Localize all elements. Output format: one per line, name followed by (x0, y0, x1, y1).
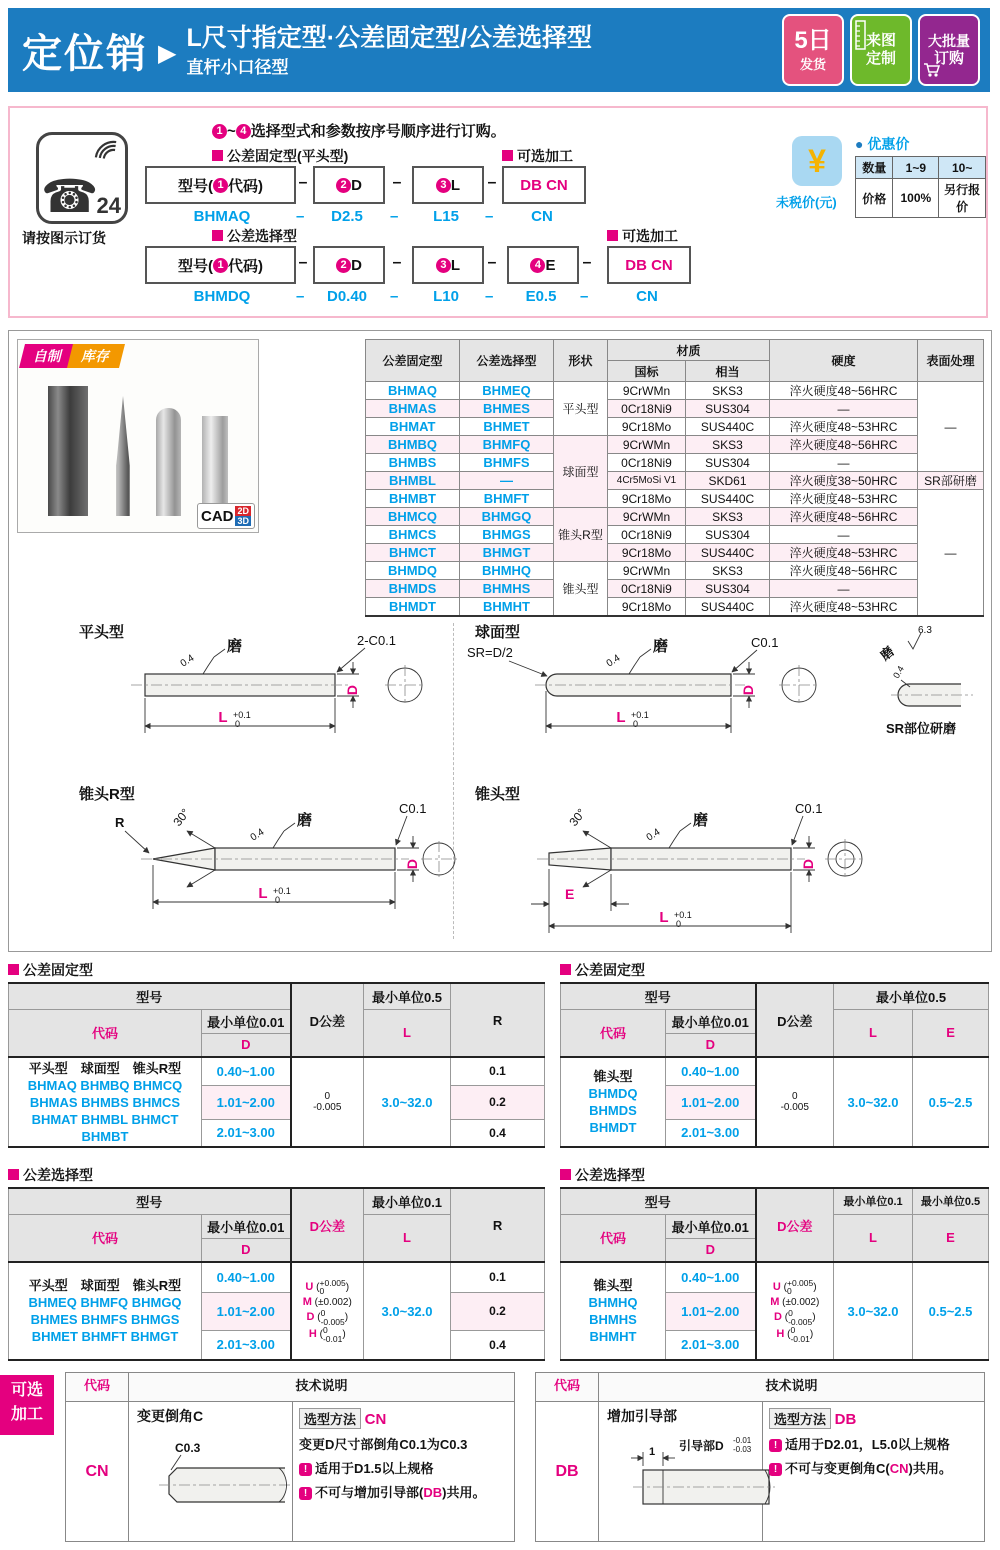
svg-text:E: E (565, 886, 575, 902)
model-code-box: 型号( 1 代码) (145, 246, 296, 284)
dash-separator: – (390, 288, 399, 305)
fixed-spec-title-left: 公差固定型 (8, 960, 93, 980)
title-block (186, 23, 592, 78)
warning-icon: ! (769, 1439, 782, 1452)
section-marker-icon (560, 1169, 571, 1180)
section-marker-icon (502, 150, 513, 161)
dtol-header: D公差 (291, 1188, 364, 1262)
code-header: 代码 (9, 1214, 202, 1262)
ruler-icon (854, 20, 868, 50)
page-header (8, 8, 990, 92)
model-header: 型号 (561, 1188, 756, 1214)
dash-separator: – (485, 208, 494, 225)
svg-text:+0.1: +0.1 (674, 910, 692, 920)
code-header: 代码 (536, 1373, 599, 1402)
svg-text:锥头型: 锥头型 (475, 786, 521, 803)
product-title: 定位销 (22, 31, 148, 76)
col-equivalent: 相当 (686, 361, 770, 382)
example-l-value: L10 (433, 288, 459, 305)
svg-text:C0.1: C0.1 (399, 801, 427, 816)
shape-taper-r: 锥头R型 (554, 508, 608, 562)
circle-2-icon: 2 (336, 178, 351, 193)
d-tolerance: 0 -0.005 (756, 1057, 834, 1147)
select-spec-table-left: 型号 D公差 最小单位0.1 R 代码 最小单位0.01 L D 平头型 球面型 锥头R型 BHMEQ BHMFQ BHMGQ BHMES BHMFS BHMGS BHMET BHMFT BHMGT 0.40~1.00 U (+0.005 0 ) M (±0.002) D (0 -0.005) H (0 -0.01) 3.0~32.0 0.1 1.01~2.00 0.2 2.01~3.00 0.4 (8, 1187, 545, 1361)
warning-icon: ! (299, 1487, 312, 1500)
badge-5day-shipping: 5日 发货 (782, 14, 844, 86)
svg-text:L: L (616, 709, 626, 726)
circle-3-icon: 3 (436, 178, 451, 193)
surface-dash: — (918, 382, 984, 472)
db-code: DB (536, 1402, 599, 1542)
pin-photo-flat (202, 416, 228, 516)
example-opt-value: CN (636, 288, 658, 305)
table-row: BHMCQ BHMGQ 锥头R型 9CrWMn SKS3 淬火硬度48~56HRC (366, 508, 984, 526)
circle-2-icon: 2 (336, 258, 351, 273)
model-codes: 锥头型 BHMDQ BHMDS BHMDT (561, 1057, 666, 1147)
self-made-badge: 自制 (19, 344, 77, 368)
desc-header: 技术说明 (129, 1373, 515, 1402)
svg-text:0.4: 0.4 (891, 664, 906, 680)
svg-text:D: D (404, 858, 420, 870)
cart-icon (923, 62, 941, 78)
dash-separator: – (580, 288, 589, 305)
shape-flat: 平头型 (554, 382, 608, 436)
surface-dash: — (918, 490, 984, 617)
svg-text:C0.1: C0.1 (795, 801, 823, 816)
badge-custom-drawing: 来图 定制 (850, 14, 912, 86)
page-subtitle: 直杆小口径型 (186, 57, 289, 77)
select-type-label: 公差选择型 (212, 226, 297, 246)
badge-bulk-order: 大批量 订购 (918, 14, 980, 86)
circle-1-icon: 1 (212, 124, 227, 139)
svg-text:SR=D/2: SR=D/2 (467, 645, 513, 660)
svg-text:C0.1: C0.1 (751, 635, 779, 650)
d-param-box: 2 D (313, 166, 385, 204)
dash-separator: – (487, 254, 497, 271)
ordering-panel (8, 106, 988, 318)
table-row: BHMAT BHMET 9Cr18Mo SUS440C 淬火硬度48~53HRC (366, 418, 984, 436)
dash-separator: – (296, 288, 305, 305)
fixed-spec-table-right: 型号 D公差 最小单位0.5 代码 最小单位0.01 L E D 锥头型 BHMDQ BHMDS BHMDT 0.40~1.00 0 -0.005 3.0~32.0 0.5~2.5 1.01~2.00 2.01~3.00 (560, 982, 989, 1148)
model-header: 型号 (561, 983, 756, 1009)
dash-separator: – (392, 174, 402, 191)
table-row: BHMBS BHMFS 0Cr18Ni9 SUS304 — (366, 454, 984, 472)
optional-code-box: DB CN (502, 166, 586, 204)
selection-method-label: 选型方法 (299, 1408, 361, 1429)
price-1: 100% (893, 179, 939, 218)
diagram-taper-r-head (65, 781, 465, 949)
svg-text:SR部位研磨: SR部位研磨 (886, 721, 957, 736)
col-material: 材质 (608, 340, 770, 361)
optional-machining-badge: 可选 加工 (0, 1375, 54, 1435)
dash-separator: – (296, 208, 305, 225)
model-codes: 平头型 球面型 锥头R型 BHMAQ BHMBQ BHMCQ BHMAS BHMBS BHMCS BHMAT BHMBL BHMCT BHMBT (9, 1057, 202, 1147)
surface-sr: SR部研磨 (918, 472, 984, 490)
svg-text:30°: 30° (170, 805, 193, 829)
optional-machining-label-1: 可选加工 (502, 146, 573, 166)
code-header: 代码 (561, 1214, 666, 1262)
svg-text:2-C0.1: 2-C0.1 (357, 633, 397, 648)
cn-diagram-cell (129, 1402, 293, 1542)
table-row: BHMBL — 4Cr5MoSi V1 SKD61 淬火硬度38~50HRC SR部研磨 (366, 472, 984, 490)
db-diagram (605, 1430, 777, 1530)
phone-24h-icon (36, 132, 128, 224)
select-spec-title-right: 公差选择型 (560, 1165, 645, 1185)
signal-waves-icon (93, 137, 123, 163)
min-unit-header: 最小单位0.01 (202, 1009, 291, 1033)
svg-text:平头型: 平头型 (79, 624, 125, 641)
min-unit-header: 最小单位0.1 (364, 1188, 451, 1214)
model-code-box: 型号( 1 代码) (145, 166, 296, 204)
dash-separator: – (485, 288, 494, 305)
svg-text:磨: 磨 (877, 643, 897, 664)
dtol-header: D公差 (756, 1188, 834, 1262)
l-param-box: 3 L (412, 166, 484, 204)
example-d-value: D2.5 (331, 208, 363, 225)
table-row: BHMDQ BHMHQ 锥头型 9CrWMn SKS3 淬火硬度48~56HRC (366, 562, 984, 580)
main-section (8, 330, 992, 952)
d-header: D (666, 1238, 756, 1262)
table-row: BHMDT BHMHT 9Cr18Mo SUS440C 淬火硬度48~53HRC (366, 598, 984, 617)
desc-header: 技术说明 (599, 1373, 985, 1402)
d-header: D (202, 1238, 291, 1262)
fixed-type-label: 公差固定型(平头型) (212, 146, 348, 166)
dot-icon: ● (855, 136, 864, 152)
e-header: E (913, 1009, 989, 1057)
cn-title: 变更倒角C (137, 1408, 204, 1424)
price-caption: 未税价(元) (776, 195, 837, 210)
section-marker-icon (212, 230, 223, 241)
circle-4-icon: 4 (236, 124, 251, 139)
col-fixed-type: 公差固定型 (366, 340, 460, 382)
section-marker-icon (212, 150, 223, 161)
d-tolerance: 0 -0.005 (291, 1057, 364, 1147)
in-stock-badge: 库存 (67, 344, 125, 368)
db-title: 增加引导部 (607, 1408, 677, 1424)
svg-text:锥头R型: 锥头R型 (79, 786, 135, 803)
svg-text:1: 1 (649, 1446, 656, 1458)
table-row: BHMDS BHMHS 0Cr18Ni9 SUS304 — (366, 580, 984, 598)
product-photo (17, 339, 259, 533)
section-marker-icon (607, 230, 618, 241)
svg-text:引导部D: 引导部D (679, 1439, 724, 1453)
diagram-taper-head (461, 781, 891, 949)
svg-text:0.4: 0.4 (604, 652, 623, 670)
photo-badges (22, 344, 122, 368)
min-unit-header: 最小单位0.5 (834, 983, 989, 1009)
diagram-flat-head (65, 619, 465, 769)
selection-method-label: 选型方法 (769, 1408, 831, 1429)
r-header: R (451, 1188, 545, 1262)
arrow-icon: ▶ (158, 39, 177, 67)
optional-db-table (535, 1372, 985, 1542)
example-l-value: L15 (433, 208, 459, 225)
r-header: R (451, 983, 545, 1057)
svg-text:L: L (258, 885, 268, 902)
pin-photo-cone (110, 396, 136, 516)
qty-range-2: 10~ (939, 157, 986, 179)
model-codes: 平头型 球面型 锥头R型 BHMEQ BHMFQ BHMGQ BHMES BHMFS BHMGS BHMET BHMFT BHMGT (9, 1262, 202, 1360)
dash-separator: – (298, 174, 308, 191)
l-range: 3.0~32.0 (364, 1262, 451, 1360)
db-diagram-cell (599, 1402, 763, 1542)
svg-text:R: R (115, 815, 125, 830)
e-param-box: 4 E (507, 246, 579, 284)
l-header: L (834, 1009, 913, 1057)
model-header: 型号 (9, 1188, 291, 1214)
svg-text:0: 0 (275, 895, 281, 905)
select-spec-table-right: 型号 D公差 最小单位0.1 最小单位0.5 代码 最小单位0.01 L E D 锥头型 BHMHQ BHMHS BHMHT 0.40~1.00 U (+0.005 0 ) M (±0.002) D (0 -0.005) H (0 -0.01) 3.0~32.0 0.5~2.5 1.01~2.00 2.01~3.00 (560, 1187, 989, 1361)
svg-text:磨: 磨 (693, 812, 709, 829)
circle-1-icon: 1 (213, 178, 228, 193)
d-header: D (202, 1033, 291, 1057)
col-shape: 形状 (554, 340, 608, 382)
table-row: BHMBT BHMFT 9Cr18Mo SUS440C 淬火硬度48~53HRC — (366, 490, 984, 508)
e-range: 0.5~2.5 (913, 1057, 989, 1147)
cad-label: CAD (200, 507, 234, 525)
svg-text:-0.01: -0.01 (733, 1436, 752, 1445)
col-gb-standard: 国标 (608, 361, 686, 382)
svg-text:30°: 30° (566, 805, 589, 829)
svg-text:0: 0 (676, 919, 682, 929)
section-marker-icon (8, 964, 19, 975)
price-2: 另行报价 (939, 179, 986, 218)
svg-text:6.3: 6.3 (918, 625, 932, 636)
cn-diagram (135, 1430, 295, 1530)
l-header: L (834, 1214, 913, 1262)
d-tolerance-options: U (+0.005 0 ) M (±0.002) D (0 -0.005) H (0 -0.01) (756, 1262, 834, 1360)
dtol-header: D公差 (291, 983, 364, 1057)
svg-text:磨: 磨 (227, 638, 243, 655)
price-header: 价格 (856, 179, 893, 218)
dash-separator: – (392, 254, 402, 271)
svg-text:-0.03: -0.03 (733, 1445, 752, 1454)
pin-photo-cylinder (48, 386, 88, 516)
d-param-box: 2 D (313, 246, 385, 284)
d-tolerance-options: U (+0.005 0 ) M (±0.002) D (0 -0.005) H (0 -0.01) (291, 1262, 364, 1360)
svg-text:0: 0 (235, 719, 241, 729)
header-badges (782, 14, 980, 86)
select-spec-title-left: 公差选择型 (8, 1165, 93, 1185)
svg-text:0: 0 (633, 719, 639, 729)
min-unit-header: 最小单位0.5 (913, 1188, 989, 1214)
table-row: BHMCT BHMGT 9Cr18Mo SUS440C 淬火硬度48~53HRC (366, 544, 984, 562)
svg-text:C0.3: C0.3 (175, 1441, 201, 1455)
svg-text:+0.1: +0.1 (631, 710, 649, 720)
svg-text:+0.1: +0.1 (273, 886, 291, 896)
min-unit-header: 最小单位0.01 (202, 1214, 291, 1238)
svg-text:D: D (344, 684, 360, 696)
code-header: 代码 (66, 1373, 129, 1402)
e-range: 0.5~2.5 (913, 1262, 989, 1360)
l-param-box: 3 L (412, 246, 484, 284)
fixed-spec-table-left: 型号 D公差 最小单位0.5 R 代码 最小单位0.01 L D 平头型 球面型 锥头R型 BHMAQ BHMBQ BHMCQ BHMAS BHMBS BHMCS BHMAT BHMBL BHMCT BHMBT 0.40~1.00 0 -0.005 3.0~32.0 0.1 1.01~2.00 0.2 2.01~3.00 0.4 (8, 982, 545, 1148)
phone-24-label: 24 (96, 193, 121, 218)
svg-text:D: D (800, 858, 816, 870)
page-title: L尺寸指定型·公差固定型/公差选择型 (186, 23, 593, 52)
special-price-label: ● 优惠价 (855, 136, 910, 152)
min-unit-header: 最小单位0.5 (364, 983, 451, 1009)
cad-badge (197, 503, 255, 529)
parts-table (365, 339, 984, 617)
pin-photo-round-top (156, 408, 181, 516)
warning-icon: ! (299, 1463, 312, 1476)
svg-text:D: D (740, 684, 756, 696)
col-select-type: 公差选择型 (460, 340, 554, 382)
phone-icon: ☎ (41, 170, 99, 222)
min-unit-header: 最小单位0.01 (666, 1214, 756, 1238)
phone-caption: 请按图示订货 (22, 230, 106, 246)
shape-taper: 锥头型 (554, 562, 608, 617)
cad-3d-label: 3D (237, 516, 249, 526)
shape-sphere: 球面型 (554, 436, 608, 508)
example-opt-value: CN (531, 208, 553, 225)
example-d-value: D0.40 (326, 288, 368, 305)
svg-text:L: L (218, 709, 228, 726)
l-range: 3.0~32.0 (834, 1057, 913, 1147)
svg-text:+0.1: +0.1 (233, 710, 251, 720)
min-unit-header: 最小单位0.01 (666, 1009, 756, 1033)
fixed-spec-title-right: 公差固定型 (560, 960, 645, 980)
code-header: 代码 (561, 1009, 666, 1057)
dash-separator: – (487, 174, 497, 191)
qty-range-1: 1~9 (893, 157, 939, 179)
section-marker-icon (560, 964, 571, 975)
cn-description: 选型方法 CN 变更D尺寸部倒角C0.1为C0.3 ! 适用于D1.5以上规格 ! 不可与增加引导部(DB)共用。 (293, 1402, 515, 1542)
circle-4-icon: 4 (530, 258, 545, 273)
l-range: 3.0~32.0 (364, 1057, 451, 1147)
circle-3-icon: 3 (436, 258, 451, 273)
svg-text:磨: 磨 (653, 638, 669, 655)
example-model-code: BHMAQ (193, 208, 251, 225)
cad-2d-label: 2D (237, 506, 249, 516)
svg-text:L: L (659, 909, 669, 926)
svg-text:0.4: 0.4 (178, 652, 197, 670)
l-range: 3.0~32.0 (834, 1262, 913, 1360)
l-header: L (364, 1009, 451, 1057)
table-row: BHMBQ BHMFQ 球面型 9CrWMn SKS3 淬火硬度48~56HRC (366, 436, 984, 454)
yen-icon: ¥ (792, 136, 842, 186)
qty-header: 数量 (856, 157, 893, 179)
ordering-instruction: 1 ~ 4 选择型式和参数按序号顺序进行订购。 (212, 120, 506, 141)
e-header: E (913, 1214, 989, 1262)
table-row: BHMCS BHMGS 0Cr18Ni9 SUS304 — (366, 526, 984, 544)
code-header: 代码 (9, 1009, 202, 1057)
optional-cn-table (65, 1372, 515, 1542)
svg-text:球面型: 球面型 (475, 624, 521, 641)
col-surface: 表面处理 (918, 340, 984, 382)
cn-code: CN (66, 1402, 129, 1542)
section-marker-icon (8, 1169, 19, 1180)
dtol-header: D公差 (756, 983, 834, 1057)
dash-separator: – (298, 254, 308, 271)
table-row: BHMAS BHMES 0Cr18Ni9 SUS304 — (366, 400, 984, 418)
diagram-sphere-head (461, 619, 986, 769)
price-table (855, 156, 986, 218)
db-description: 选型方法 DB ! 适用于D2.01，L5.0以上规格 ! 不可与变更倒角C(CN)共用。 (763, 1402, 985, 1542)
example-model-code: BHMDQ (193, 288, 251, 305)
min-unit-header: 最小单位0.1 (834, 1188, 913, 1214)
dash-separator: – (390, 208, 399, 225)
optional-machining-label-2: 可选加工 (607, 226, 678, 246)
svg-text:0.4: 0.4 (644, 826, 663, 844)
l-header: L (364, 1214, 451, 1262)
d-header: D (666, 1033, 756, 1057)
dash-separator: – (582, 254, 592, 271)
model-header: 型号 (9, 983, 291, 1009)
circle-1-icon: 1 (213, 258, 228, 273)
warning-icon: ! (769, 1463, 782, 1476)
col-hardness: 硬度 (770, 340, 918, 382)
svg-text:0.4: 0.4 (248, 826, 267, 844)
example-e-value: E0.5 (525, 288, 557, 305)
model-codes: 锥头型 BHMHQ BHMHS BHMHT (561, 1262, 666, 1360)
svg-text:磨: 磨 (297, 812, 313, 829)
table-row: BHMAQ BHMEQ 平头型 9CrWMn SKS3 淬火硬度48~56HRC — (366, 382, 984, 400)
optional-code-box: DB CN (607, 246, 691, 284)
